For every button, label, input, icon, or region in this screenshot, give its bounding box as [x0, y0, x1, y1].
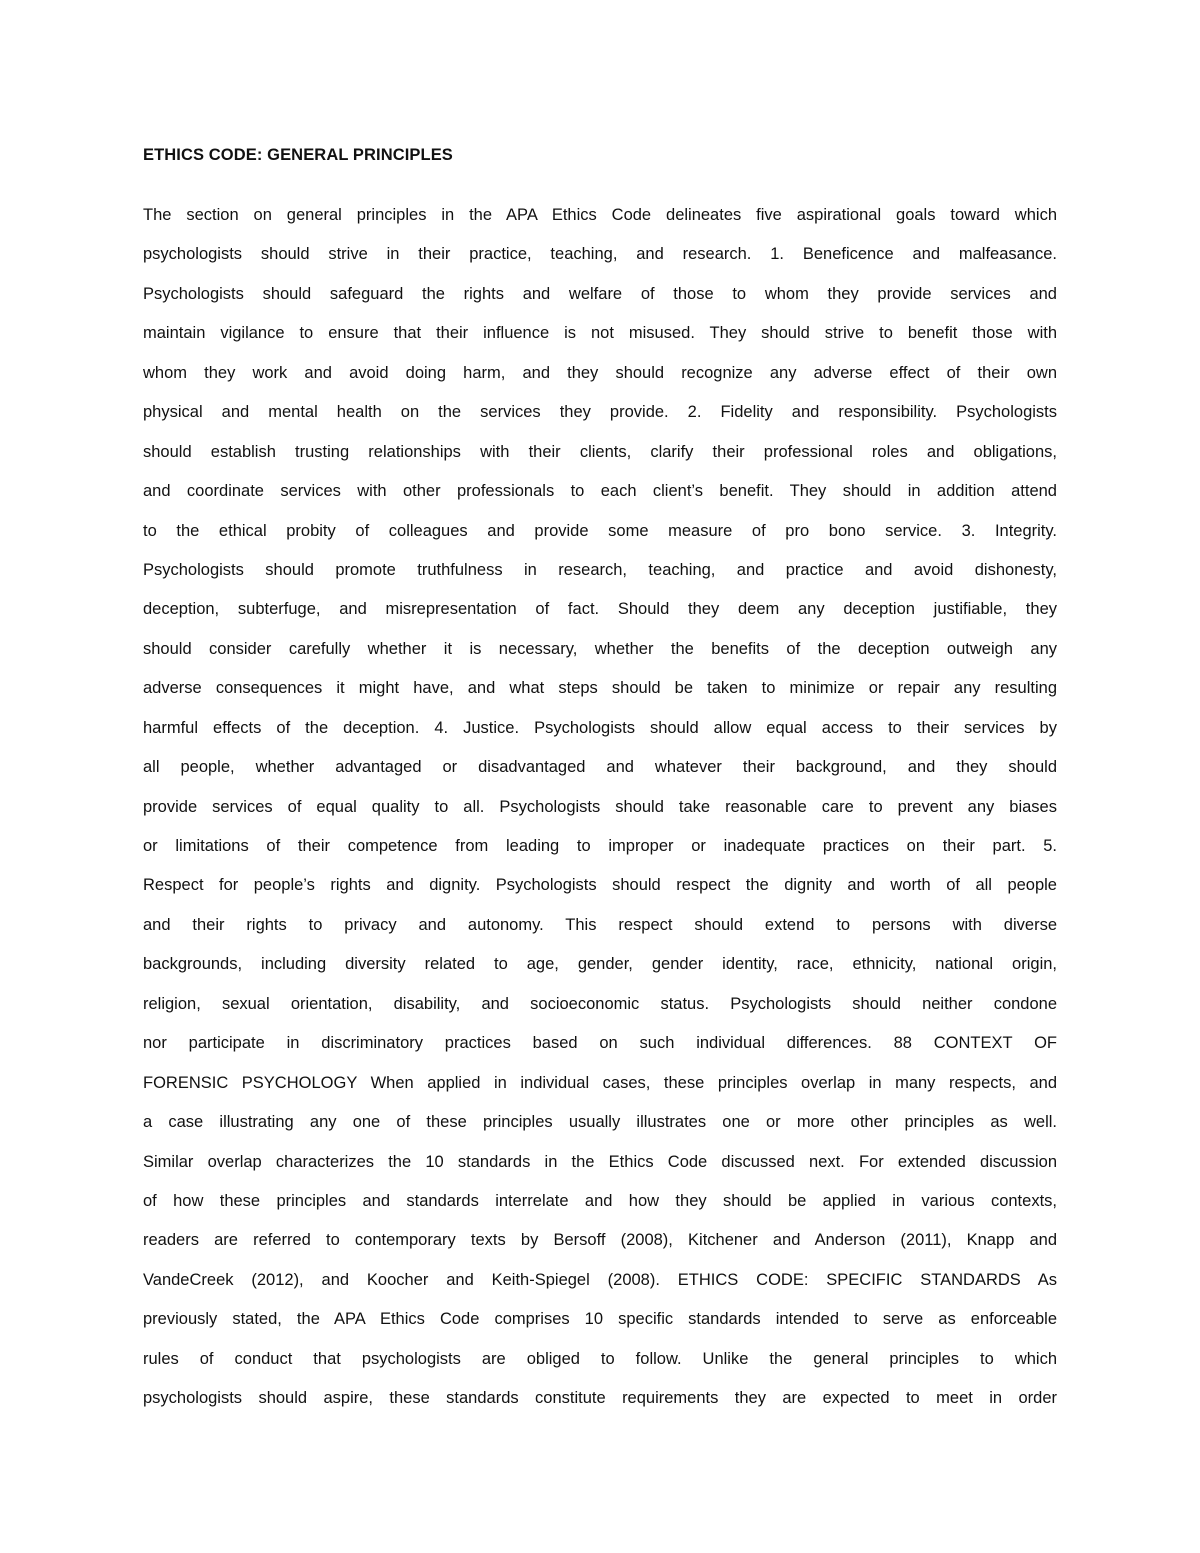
text-line: physical and mental health on the services they provide. 2. Fidelity and responsibility. Psychologists	[143, 403, 1057, 422]
text-line: Similar overlap characterizes the 10 standards in the Ethics Code discussed next. For extended discussion	[143, 1152, 1057, 1171]
text-line: should establish trusting relationships with their clients, clarify their professional roles and obligations,	[143, 442, 1057, 461]
text-line: Respect for people’s rights and dignity. Psychologists should respect the dignity and worth of all people	[143, 876, 1057, 895]
text-line: all people, whether advantaged or disadvantaged and whatever their background, and they should	[143, 758, 1057, 777]
text-line: VandeCreek (2012), and Koocher and Keith-Spiegel (2008). ETHICS CODE: SPECIFIC STANDARDS As	[143, 1270, 1057, 1289]
text-line: or limitations of their competence from leading to improper or inadequate practices on their part. 5.	[143, 837, 1057, 855]
text-line: previously stated, the APA Ethics Code comprises 10 specific standards intended to serve as enforceable	[143, 1310, 1057, 1329]
text-line: whom they work and avoid doing harm, and they should recognize any adverse effect of their own	[143, 363, 1057, 382]
text-line: rules of conduct that psychologists are obliged to follow. Unlike the general principles to which	[143, 1349, 1057, 1368]
text-line: maintain vigilance to ensure that their influence is not misused. They should strive to benefit those with	[143, 324, 1057, 343]
text-line: deception, subterfuge, and misrepresentation of fact. Should they deem any deception justifiable, they	[143, 600, 1057, 619]
text-line: backgrounds, including diversity related to age, gender, gender identity, race, ethnicity, national origin,	[143, 955, 1057, 974]
text-line: a case illustrating any one of these principles usually illustrates one or more other principles as well.	[143, 1113, 1057, 1132]
text-line: The section on general principles in the APA Ethics Code delineates five aspirational goals toward which	[143, 206, 1057, 224]
text-line: Psychologists should promote truthfulness in research, teaching, and practice and avoid dishonesty,	[143, 560, 1057, 579]
text-line: religion, sexual orientation, disability, and socioeconomic status. Psychologists should neither condone	[143, 994, 1057, 1013]
text-line: provide services of equal quality to all. Psychologists should take reasonable care to prevent any biases	[143, 797, 1057, 816]
text-line: of how these principles and standards interrelate and how they should be applied in various contexts,	[143, 1191, 1057, 1210]
section-heading: ETHICS CODE: GENERAL PRINCIPLES	[143, 146, 453, 164]
text-line: psychologists should aspire, these standards constitute requirements they are expected to meet in order	[143, 1389, 1057, 1408]
text-line: and their rights to privacy and autonomy. This respect should extend to persons with diverse	[143, 915, 1057, 934]
text-line: to the ethical probity of colleagues and provide some measure of pro bono service. 3. Integrity.	[143, 521, 1057, 540]
text-line: nor participate in discriminatory practices based on such individual differences. 88 CONTEXT OF	[143, 1034, 1057, 1053]
text-line: FORENSIC PSYCHOLOGY When applied in individual cases, these principles overlap in many respects, and	[143, 1073, 1057, 1092]
text-line: harmful effects of the deception. 4. Justice. Psychologists should allow equal access to their services by	[143, 718, 1057, 737]
body-paragraph	[143, 196, 1057, 1419]
text-line: adverse consequences it might have, and what steps should be taken to minimize or repair any resulting	[143, 679, 1057, 698]
text-line: psychologists should strive in their practice, teaching, and research. 1. Beneficence and malfeasance.	[143, 245, 1057, 264]
text-line: Psychologists should safeguard the rights and welfare of those to whom they provide services and	[143, 284, 1057, 303]
text-line: and coordinate services with other professionals to each client’s benefit. They should in addition attend	[143, 482, 1057, 501]
text-line: readers are referred to contemporary texts by Bersoff (2008), Kitchener and Anderson (2011), Knapp and	[143, 1231, 1057, 1250]
text-line: should consider carefully whether it is necessary, whether the benefits of the deception outweigh any	[143, 639, 1057, 658]
